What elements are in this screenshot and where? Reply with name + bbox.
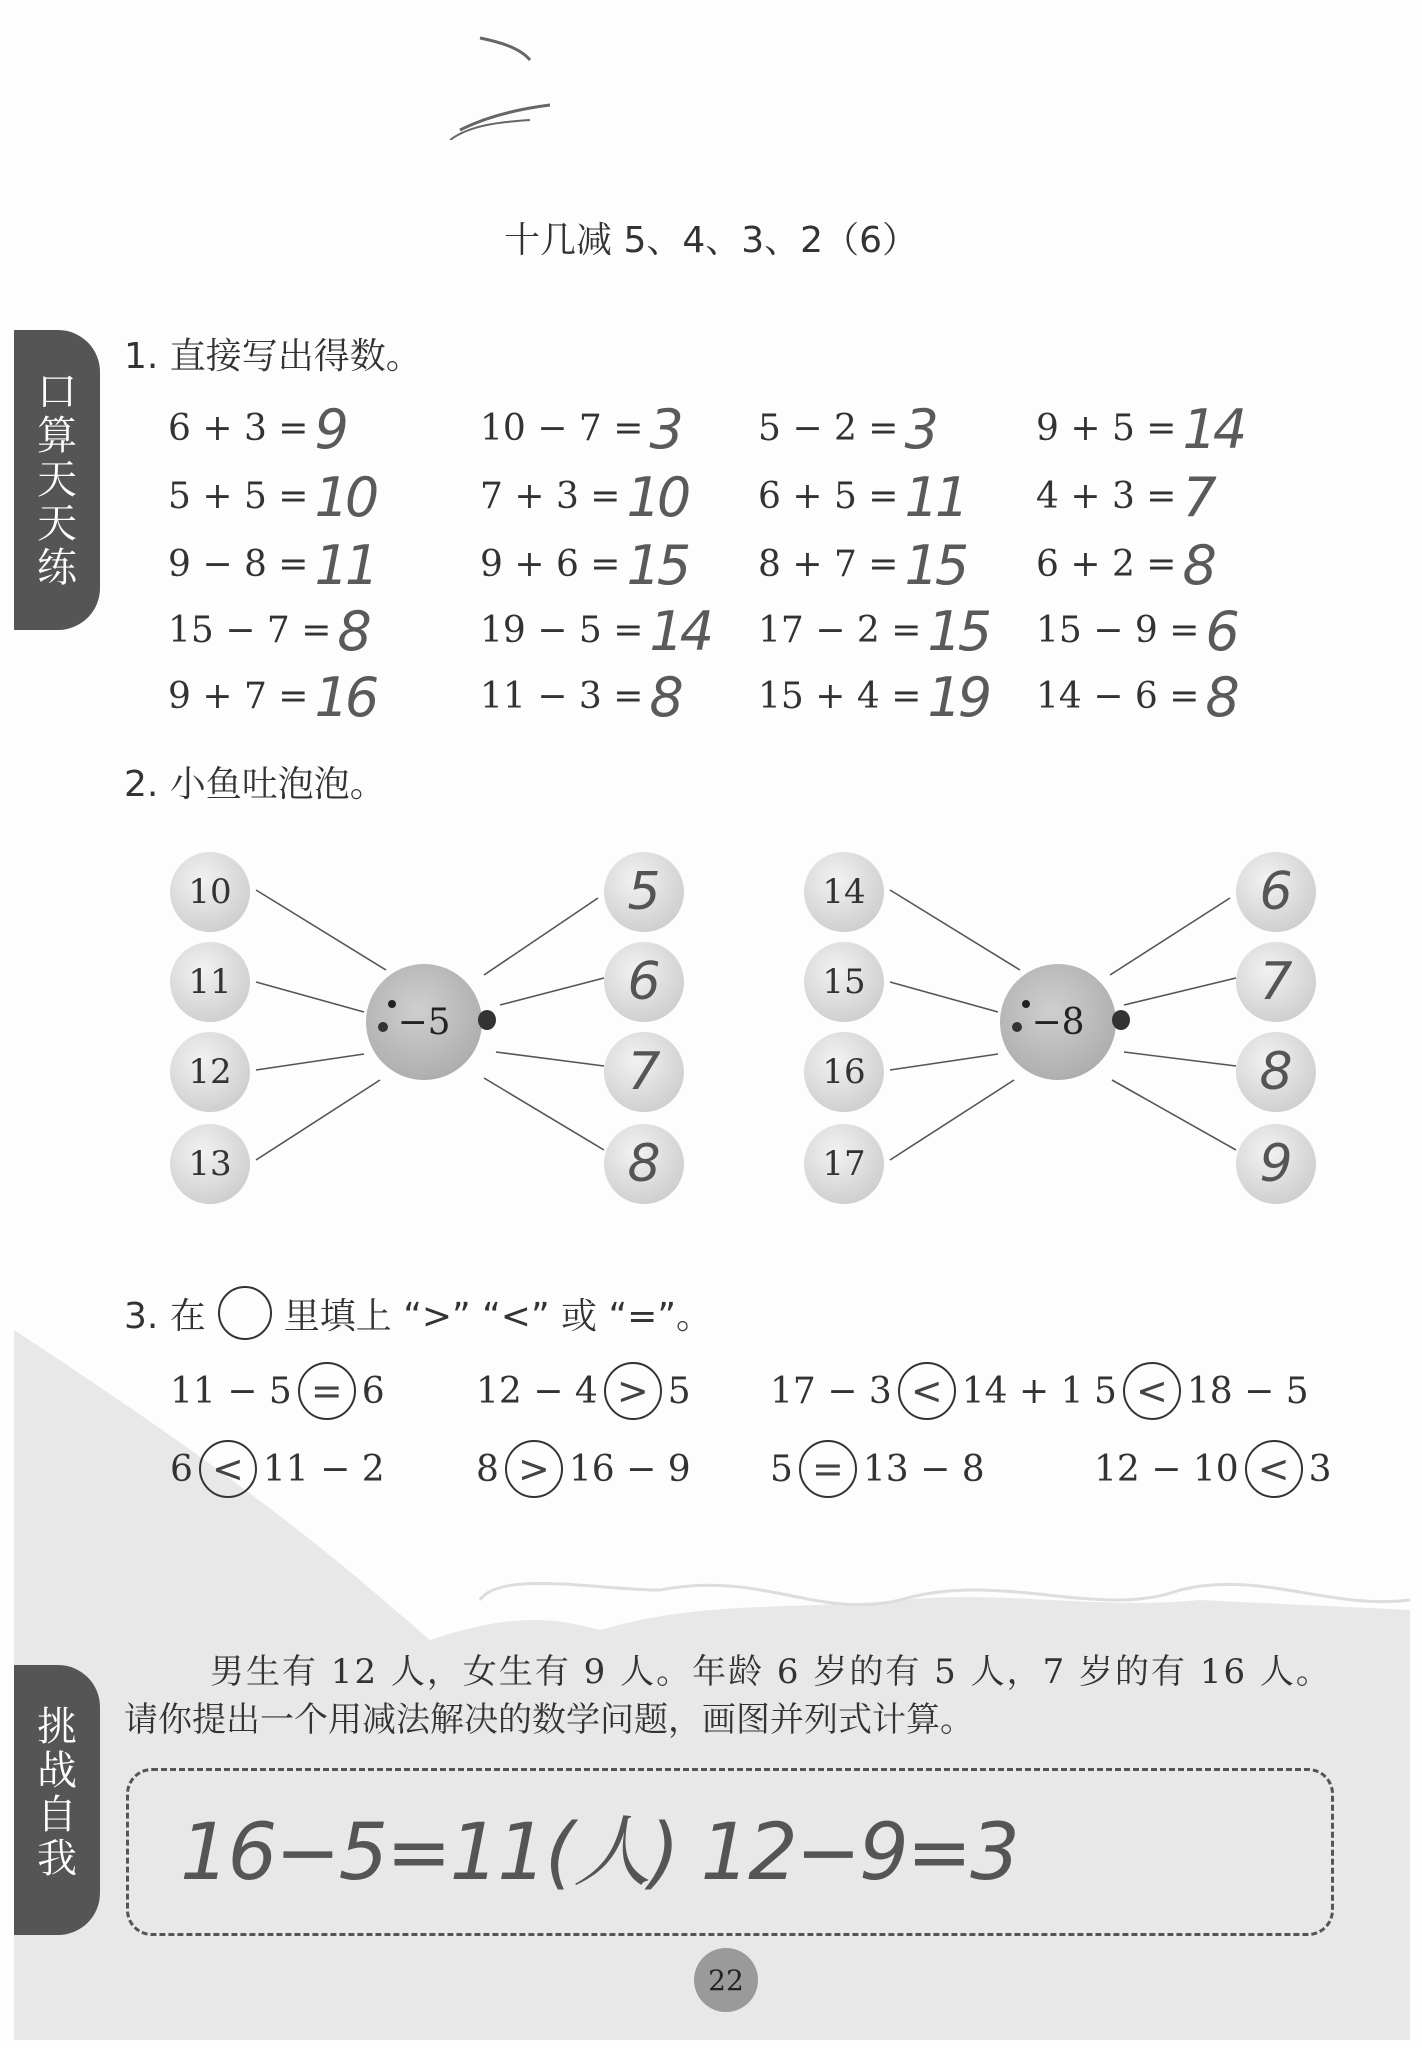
q1-equation: [168, 466, 375, 529]
comparison-left: 12 − 4: [476, 1370, 598, 1412]
q3-comparison: [476, 1362, 691, 1420]
comparison-left: 8: [476, 1448, 499, 1490]
comparison-left: 12 − 10: [1094, 1448, 1239, 1490]
q1-equation: [1036, 398, 1243, 461]
q3-comparison: [1094, 1440, 1332, 1498]
q1-equation: [758, 466, 965, 529]
handwritten-answer[interactable]: 9: [314, 398, 345, 461]
comparison-sign-circle[interactable]: <: [199, 1440, 257, 1498]
q1-equation: [168, 666, 375, 729]
equation-expression: 8 + 7 =: [758, 544, 899, 585]
handwritten-answer: 16−5=11(人) 12−9=3: [180, 1808, 1018, 1898]
fish-operator-label: −8: [1031, 1001, 1085, 1043]
comparison-sign-circle[interactable]: <: [1245, 1440, 1303, 1498]
comparison-sign-circle[interactable]: >: [604, 1362, 662, 1420]
input-bubble: 14: [804, 852, 884, 932]
comparison-left: 17 − 3: [770, 1370, 892, 1412]
sidetab-challenge: [14, 1665, 100, 1935]
sidetab-char: 天: [37, 457, 77, 503]
equation-expression: 14 − 6 =: [1036, 676, 1200, 717]
comparison-right: 14 + 1: [961, 1370, 1084, 1412]
equation-expression: 11 − 3 =: [480, 676, 644, 717]
sidetab-char: 我: [37, 1836, 77, 1882]
input-bubble: 12: [170, 1032, 250, 1112]
equation-expression: 7 + 3 =: [480, 476, 621, 517]
comparison-right: 3: [1308, 1448, 1332, 1490]
q1-equation: [1036, 534, 1213, 597]
comparison-sign-circle[interactable]: =: [298, 1362, 356, 1420]
challenge-problem: [124, 1648, 1334, 1744]
handwritten-answer[interactable]: 6: [1205, 600, 1236, 663]
handwritten-answer[interactable]: 3: [904, 398, 935, 461]
q1-equation: [168, 600, 368, 663]
handwritten-answer[interactable]: 8: [1182, 534, 1213, 597]
handwritten-answer[interactable]: 14: [649, 600, 711, 663]
output-bubble: 5: [604, 852, 684, 932]
output-bubble: 9: [1236, 1124, 1316, 1204]
output-bubble: 7: [604, 1032, 684, 1112]
q1-equation: [758, 534, 965, 597]
output-bubble: 7: [1236, 942, 1316, 1022]
q1-equation: [168, 534, 375, 597]
equation-expression: 9 − 8 =: [168, 544, 309, 585]
sidetab-char: 算: [37, 413, 77, 459]
q1-equation: [758, 600, 988, 663]
sidetab-char: 口: [37, 369, 77, 415]
handwritten-answer[interactable]: 11: [314, 534, 376, 597]
handwritten-answer[interactable]: 10: [626, 466, 688, 529]
equation-expression: 6 + 2 =: [1036, 544, 1177, 585]
handwritten-answer[interactable]: 15: [904, 534, 966, 597]
q1-equation: [758, 666, 988, 729]
sidetab-char: 挑: [37, 1704, 77, 1750]
sidetab-char: 自: [37, 1792, 77, 1838]
q1-equation: [480, 600, 710, 663]
output-bubble: 6: [604, 942, 684, 1022]
comparison-left: 5: [770, 1448, 793, 1490]
pufferfish-operator: [366, 964, 482, 1080]
input-bubble: 16: [804, 1032, 884, 1112]
q3-comparison: [476, 1440, 691, 1498]
fish-eye-icon: [1022, 1000, 1030, 1008]
q1-equation: [1036, 666, 1236, 729]
handwritten-answer[interactable]: 11: [904, 466, 966, 529]
handwritten-answer[interactable]: 3: [649, 398, 680, 461]
challenge-line-2: 请你提出一个用减法解决的数学问题，画图并列式计算。: [124, 1700, 974, 1740]
comparison-sign-circle[interactable]: =: [799, 1440, 857, 1498]
q3-heading-pre: 3. 在: [124, 1295, 206, 1337]
q3-comparison: [1094, 1362, 1309, 1420]
q1-equation: [480, 666, 680, 729]
comparison-right: 16 − 9: [568, 1448, 691, 1490]
output-bubble: 8: [1236, 1032, 1316, 1112]
equation-expression: 5 + 5 =: [168, 476, 309, 517]
equation-expression: 15 + 4 =: [758, 676, 922, 717]
comparison-sign-circle[interactable]: >: [505, 1440, 563, 1498]
pencil-scribble: [440, 30, 600, 140]
fish-tail-icon: [1112, 1010, 1130, 1030]
equation-expression: 5 − 2 =: [758, 408, 899, 449]
q1-equation: [480, 398, 680, 461]
comparison-left: 5: [1094, 1370, 1117, 1412]
fish-eye-icon: [388, 1000, 396, 1008]
q1-equation: [1036, 600, 1236, 663]
q1-equation: [480, 534, 687, 597]
comparison-sign-circle[interactable]: <: [898, 1362, 956, 1420]
sidetab-char: 天: [37, 501, 77, 547]
equation-expression: 4 + 3 =: [1036, 476, 1177, 517]
q1-equation: [168, 398, 345, 461]
fish-mouth-icon: [1012, 1022, 1022, 1032]
handwritten-answer[interactable]: 19: [927, 666, 989, 729]
output-bubble: 6: [1236, 852, 1316, 932]
q3-comparison: [170, 1362, 385, 1420]
handwritten-answer[interactable]: 8: [649, 666, 680, 729]
comparison-right: 18 − 5: [1186, 1370, 1309, 1412]
q1-heading: 1. 直接写出得数。: [124, 336, 422, 377]
sidetab-char: 战: [37, 1748, 77, 1794]
handwritten-answer[interactable]: 8: [1205, 666, 1236, 729]
page-number: 22: [694, 1948, 758, 2012]
q3-heading: [124, 1286, 712, 1340]
equation-expression: 9 + 6 =: [480, 544, 621, 585]
empty-circle-icon: [218, 1286, 272, 1340]
handwritten-answer[interactable]: 10: [314, 466, 376, 529]
equation-expression: 17 − 2 =: [758, 610, 922, 651]
input-bubble: 17: [804, 1124, 884, 1204]
q3-comparison: [770, 1362, 1084, 1420]
output-bubble: 8: [604, 1124, 684, 1204]
input-bubble: 13: [170, 1124, 250, 1204]
comparison-right: 5: [667, 1370, 691, 1412]
equation-expression: 9 + 5 =: [1036, 408, 1177, 449]
comparison-sign-circle[interactable]: <: [1123, 1362, 1181, 1420]
sidetab-oral-practice: [14, 330, 100, 630]
challenge-line-1: 男生有 12 人，女生有 9 人。年龄 6 岁的有 5 人，7 岁的有 16 人。: [210, 1652, 1332, 1692]
handwritten-answer[interactable]: 7: [1182, 466, 1213, 529]
handwritten-answer[interactable]: 16: [314, 666, 376, 729]
equation-expression: 10 − 7 =: [480, 408, 644, 449]
equation-expression: 19 − 5 =: [480, 610, 644, 651]
handwritten-answer[interactable]: 15: [927, 600, 989, 663]
page-title: 十几减 5、4、3、2（6）: [504, 220, 918, 261]
q3-heading-post: 里填上 “>” “<” 或 “=”。: [283, 1295, 712, 1337]
input-bubble: 11: [170, 942, 250, 1022]
comparison-right: 6: [361, 1370, 385, 1412]
sidetab-char: 练: [37, 545, 77, 591]
q3-comparison: [170, 1440, 385, 1498]
equation-expression: 9 + 7 =: [168, 676, 309, 717]
input-bubble: 10: [170, 852, 250, 932]
input-bubble: 15: [804, 942, 884, 1022]
q1-equation: [758, 398, 935, 461]
q1-equation: [480, 466, 687, 529]
comparison-right: 11 − 2: [262, 1448, 385, 1490]
fish-tail-icon: [478, 1010, 496, 1030]
handwritten-answer[interactable]: 14: [1182, 398, 1244, 461]
equation-expression: 6 + 3 =: [168, 408, 309, 449]
fish-mouth-icon: [378, 1022, 388, 1032]
equation-expression: 15 − 7 =: [168, 610, 332, 651]
comparison-left: 11 − 5: [170, 1370, 292, 1412]
equation-expression: 6 + 5 =: [758, 476, 899, 517]
fish-operator-label: −5: [397, 1001, 451, 1043]
comparison-left: 6: [170, 1448, 193, 1490]
pufferfish-operator: [1000, 964, 1116, 1080]
q3-comparison: [770, 1440, 985, 1498]
equation-expression: 15 − 9 =: [1036, 610, 1200, 651]
q2-heading: 2. 小鱼吐泡泡。: [124, 764, 386, 805]
handwritten-answer[interactable]: 15: [626, 534, 688, 597]
comparison-right: 13 − 8: [862, 1448, 985, 1490]
handwritten-answer[interactable]: 8: [337, 600, 368, 663]
q1-equation: [1036, 466, 1213, 529]
